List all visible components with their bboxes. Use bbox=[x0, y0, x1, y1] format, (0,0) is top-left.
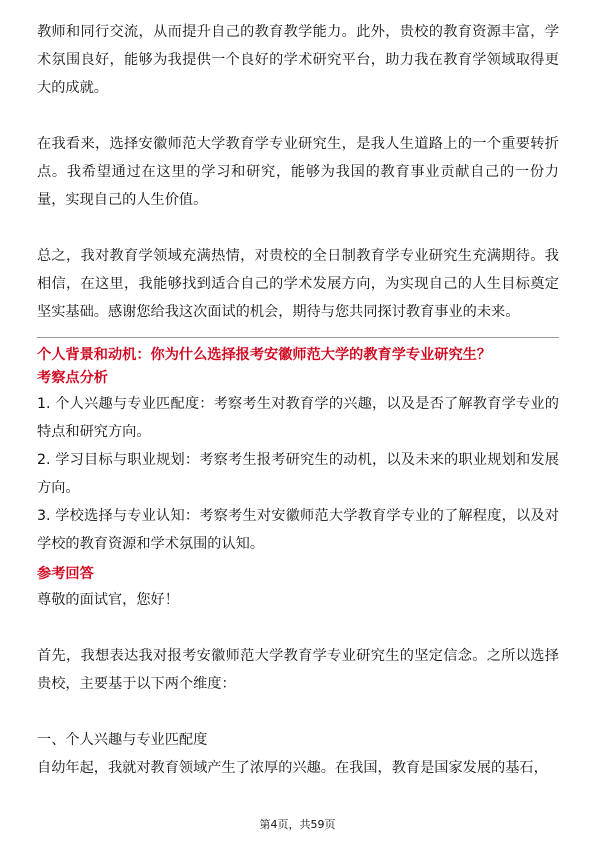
answer-heading: 参考回答 bbox=[37, 566, 94, 582]
analysis-item-2: 2. 学习目标与职业规划：考察考生报考研究生的动机，以及未来的职业规划和发展方向。 bbox=[37, 452, 559, 496]
paragraph-gap bbox=[37, 698, 559, 726]
analysis-item-3: 3. 学校选择与专业认知：考察考生对安徽师范大学教育学专业的了解程度，以及对学校的教育资源和学术氛围的认知。 bbox=[37, 508, 559, 552]
paragraph-gap bbox=[37, 102, 559, 130]
section-divider bbox=[37, 337, 559, 338]
answer-intro: 首先，我想表达我对报考安徽师范大学教育学专业研究生的坚定信念。之所以选择贵校，主要基于以下两个维度： bbox=[37, 648, 559, 692]
page-number-footer: 第4页，共59页 bbox=[259, 818, 336, 831]
answer-section-title: 一、个人兴趣与专业匹配度 bbox=[37, 732, 208, 748]
paragraph-gap bbox=[37, 214, 559, 242]
body-paragraph-3: 总之，我对教育学领域充满热情，对贵校的全日制教育学专业研究生充满期待。我相信，在这里，我能够找到适合自己的学术发展方向，为实现自己的人生目标奠定坚实基础。感谢您给我这次面试的机会，期待与您共同探讨教育事业的未来。 bbox=[37, 248, 559, 320]
answer-greeting: 尊敬的面试官，您好！ bbox=[37, 592, 179, 608]
page-content bbox=[37, 18, 559, 782]
body-paragraph-1: 教师和同行交流，从而提升自己的教育教学能力。此外，贵校的教育资源丰富，学术氛围良好，能够为我提供一个良好的学术研究平台，助力我在教育学领域取得更大的成就。 bbox=[37, 24, 559, 96]
answer-section-text: 自幼年起，我就对教育领域产生了浓厚的兴趣。在我国，教育是国家发展的基石， bbox=[37, 760, 548, 776]
analysis-item-1: 1. 个人兴趣与专业匹配度：考察考生对教育学的兴趣，以及是否了解教育学专业的特点和研究方向。 bbox=[37, 396, 559, 440]
analysis-heading: 考察点分析 bbox=[37, 370, 108, 386]
body-paragraph-2: 在我看来，选择安徽师范大学教育学专业研究生，是我人生道路上的一个重要转折点。我希望通过在这里的学习和研究，能够为我国的教育事业贡献自己的一份力量，实现自己的人生价值。 bbox=[37, 136, 559, 208]
question-heading: 个人背景和动机：你为什么选择报考安徽师范大学的教育学专业研究生？ bbox=[37, 347, 492, 363]
paragraph-gap bbox=[37, 614, 559, 642]
